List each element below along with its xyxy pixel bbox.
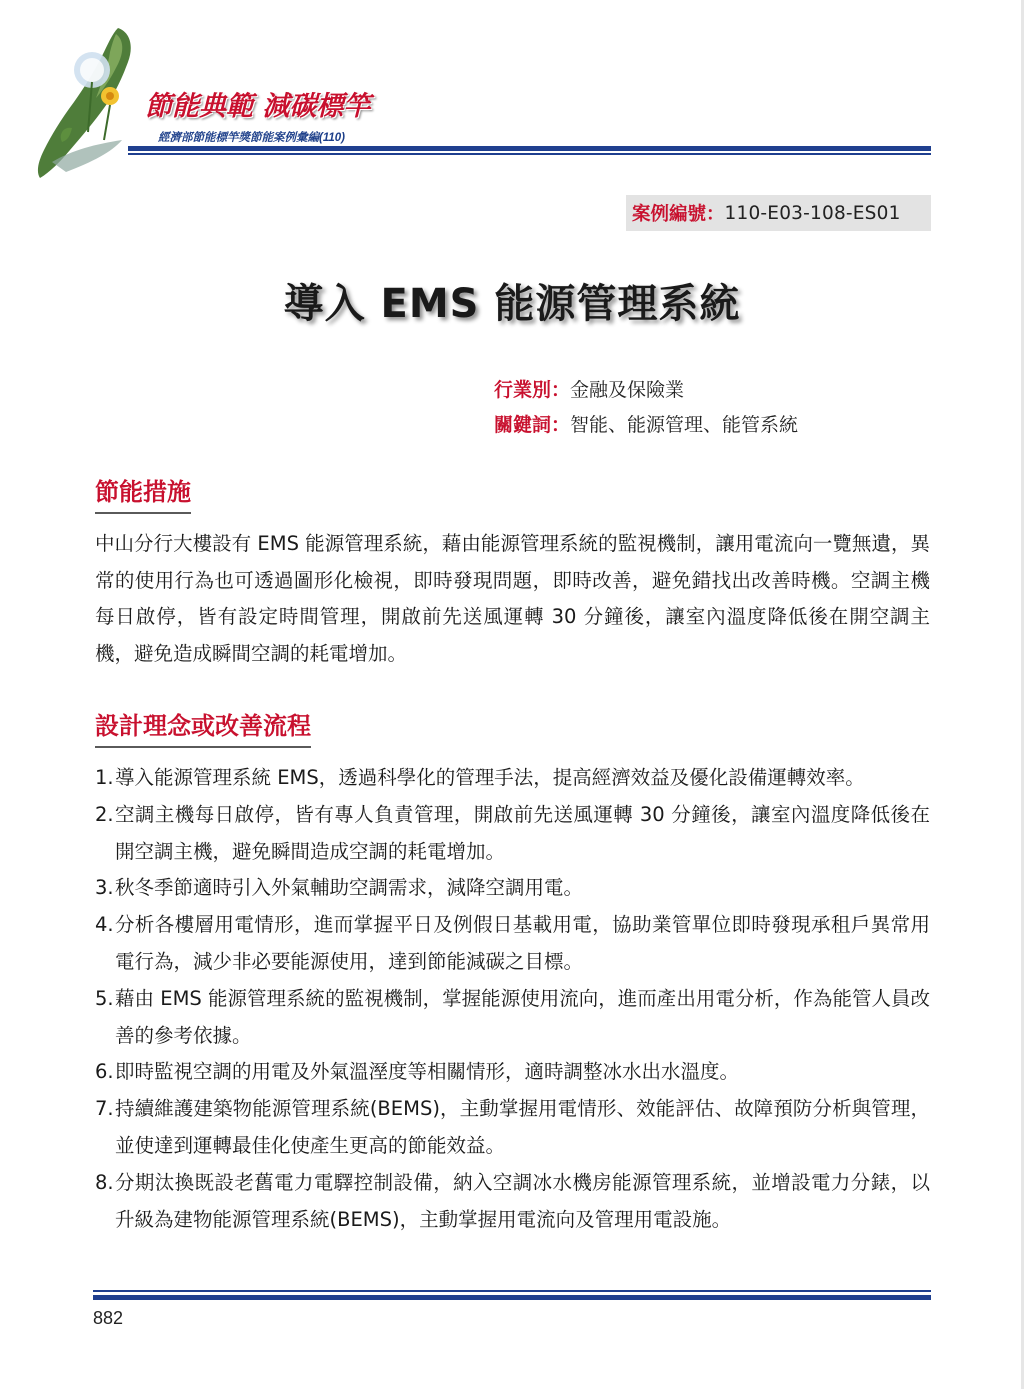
list-item-number: 3.: [95, 876, 114, 900]
list-item: [95, 870, 930, 907]
list-item: [95, 1165, 930, 1239]
banner-title: 節能典範 減碳標竿: [145, 91, 371, 122]
list-item: [95, 797, 930, 871]
section-heading-process: 設計理念或改善流程: [95, 706, 311, 748]
header-divider-thick: [128, 146, 931, 151]
list-item-text: 藉由 EMS 能源管理系統的監視機制，掌握能源使用流向，進而產出用電分析，作為能管人員改善的參考依據。: [115, 986, 930, 1047]
taiwan-dandelion-logo: [22, 22, 152, 182]
list-item-number: 2.: [95, 802, 114, 826]
case-number-box: [626, 195, 931, 231]
list-item-number: 1.: [95, 766, 114, 789]
list-item-number: 4.: [95, 913, 114, 937]
section-heading-measures: 節能措施: [95, 472, 191, 514]
page-number: 882: [93, 1308, 124, 1328]
list-item-text: 即時監視空調的用電及外氣溫溼度等相關情形，適時調整冰水出水溫度。: [115, 1060, 740, 1084]
list-item-number: 7.: [95, 1097, 114, 1121]
list-item-text: 秋冬季節適時引入外氣輔助空調需求，減降空調用電。: [115, 876, 584, 900]
industry-line: [494, 375, 684, 402]
document-title: 導入 EMS 能源管理系統: [283, 281, 741, 327]
process-list: [95, 760, 930, 1238]
list-item-text: 分期汰換既設老舊電力電驛控制設備，納入空調冰水機房能源管理系統，並增設電力分錶，以升級為建物能源管理系統(BEMS)，主動掌握用電流向及管理用電設施。: [115, 1170, 930, 1231]
keywords-label: 關鍵詞：: [494, 414, 571, 436]
list-item: [95, 981, 930, 1055]
list-item-text: 空調主機每日啟停，皆有專人負責管理，開啟前先送風運轉 30 分鐘後，讓室內溫度降低後在開空調主機，避免瞬間造成空調的耗電增加。: [115, 802, 930, 863]
list-item: [95, 907, 930, 981]
industry-label: 行業別：: [494, 379, 571, 401]
keywords-line: [494, 410, 798, 437]
list-item-number: 8.: [95, 1170, 114, 1194]
list-item: [95, 760, 930, 797]
list-item-text: 分析各樓層用電情形，進而掌握平日及例假日基載用電，協助業管單位即時發現承租戶異常用電行為，減少非必要能源使用，達到節能減碳之目標。: [115, 913, 930, 973]
keywords-value: 智能、能源管理、能管系統: [570, 414, 799, 436]
list-item-text: 持續維護建築物能源管理系統(BEMS)，主動掌握用電情形、效能評估、故障預防分析與管理，並使達到運轉最佳化使產生更高的節能效益。: [115, 1097, 930, 1157]
banner-subtitle: 經濟部節能標竿獎節能案例彙編(110): [158, 132, 345, 144]
case-number-value: 110-E03-108-ES01: [724, 202, 901, 224]
industry-value: 金融及保險業: [570, 379, 685, 401]
list-item: [95, 1091, 930, 1165]
list-item-number: 6.: [95, 1060, 114, 1084]
header-divider-thin: [128, 153, 931, 155]
measures-paragraph: 中山分行大樓設有 EMS 能源管理系統，藉由能源管理系統的監視機制，讓用電流向一覽無遺，異常的使用行為也可透過圖形化檢視，即時發現問題，即時改善，避免錯找出改善時機。空調主機每日啟停，皆有設定時間管理，開啟前先送風運轉 30 分鐘後，讓室內溫度降低後在開空調主機，避免造成瞬間空調的耗電增加。: [95, 532, 930, 665]
footer-divider-thick: [93, 1295, 931, 1300]
list-item-number: 5.: [95, 986, 114, 1010]
list-item-text: 導入能源管理系統 EMS，透過科學化的管理手法，提高經濟效益及優化設備運轉效率。: [115, 766, 865, 789]
case-number-label: 案例編號：: [632, 204, 725, 225]
footer-divider-thin: [93, 1290, 931, 1292]
list-item: [95, 1054, 930, 1091]
